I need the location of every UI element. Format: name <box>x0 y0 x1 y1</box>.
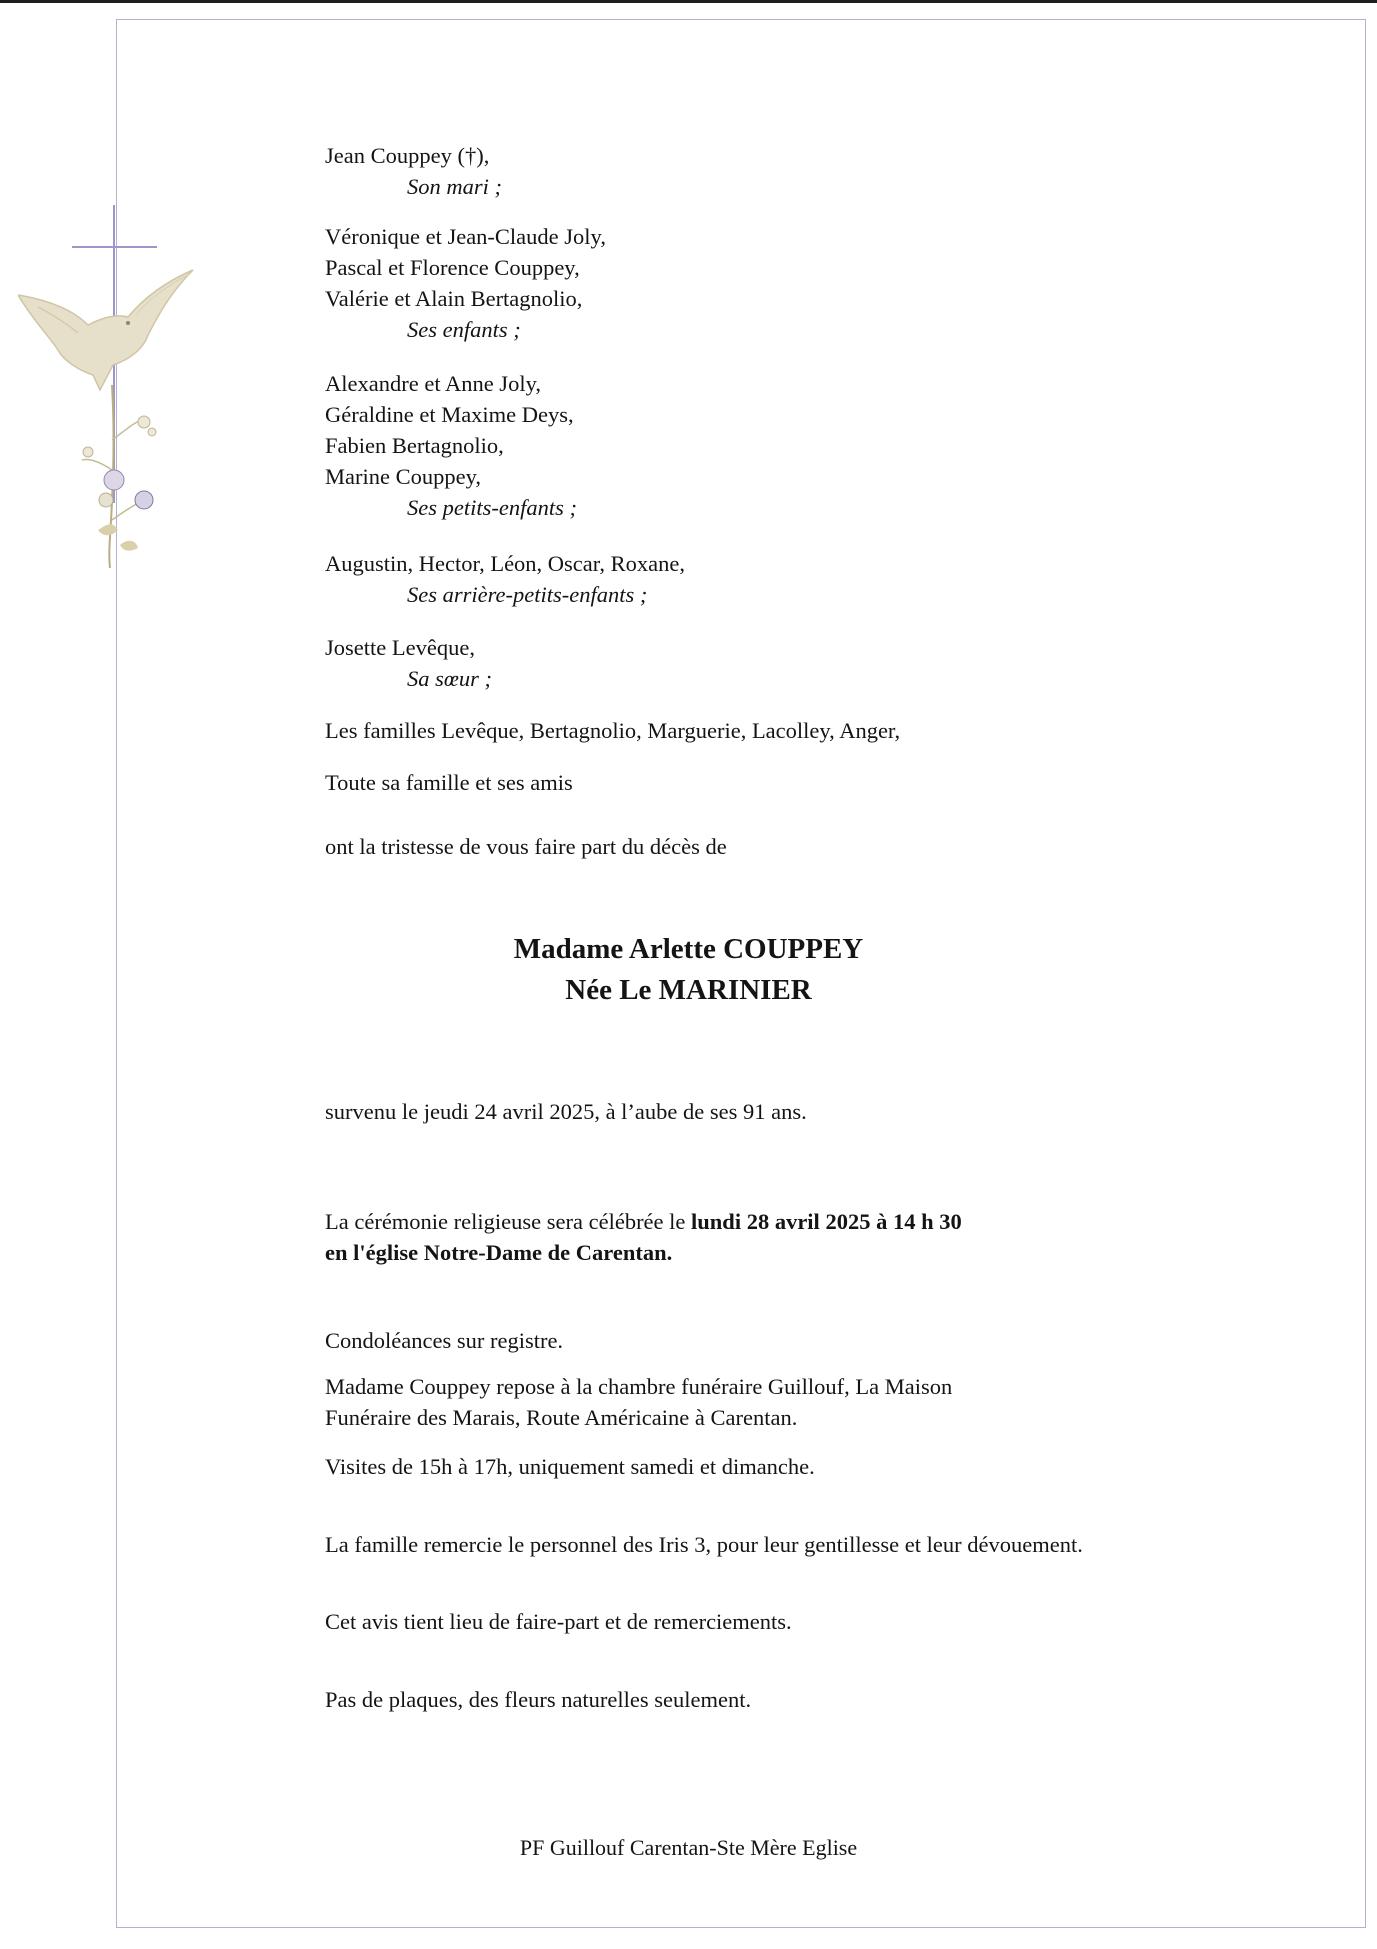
sister-block <box>325 632 492 694</box>
ceremony-intro: La cérémonie religieuse sera célébrée le <box>325 1209 692 1234</box>
child-name: Véronique et Jean-Claude Joly, <box>325 224 606 249</box>
death-line: survenu le jeudi 24 avril 2025, à l’aube de ses 91 ans. <box>325 1099 807 1124</box>
ceremony-date-line <box>325 1206 962 1237</box>
sister-relation: Sa sœur ; <box>407 666 493 691</box>
footer-funeral-home: PF Guillouf Carentan-Ste Mère Eglise <box>519 1835 858 1860</box>
scan-top-rule <box>0 0 1377 3</box>
frame-gap <box>113 175 116 205</box>
great-grandchildren-block <box>325 548 685 610</box>
grandchild-name: Fabien Bertagnolio, <box>325 433 504 458</box>
great-grandchildren-names: Augustin, Hector, Léon, Oscar, Roxane, <box>325 551 685 576</box>
notice-line: Cet avis tient lieu de faire-part et de remerciements. <box>325 1609 792 1634</box>
ceremony-where: en l'église Notre-Dame de Carentan. <box>325 1240 673 1265</box>
great-grandchildren-relation: Ses arrière-petits-enfants ; <box>407 582 648 607</box>
grandchild-name: Marine Couppey, <box>325 464 482 489</box>
rest-place-line: Madame Couppey repose à la chambre funéraire Guillouf, La Maison <box>325 1374 953 1399</box>
child-name: Pascal et Florence Couppey, <box>325 255 580 280</box>
rest-place-block <box>325 1371 952 1433</box>
sister-name: Josette Levêque, <box>325 635 475 660</box>
dove-icon <box>18 265 198 395</box>
deceased-maiden-name: Née Le MARINIER <box>565 974 812 1006</box>
friends-line: Toute sa famille et ses amis <box>325 770 573 795</box>
ceremony-when: lundi 28 avril 2025 à 14 h 30 <box>691 1209 962 1234</box>
visits-line: Visites de 15h à 17h, uniquement samedi et dimanche. <box>325 1454 815 1479</box>
flower-icon <box>78 380 168 570</box>
condolences-line: Condoléances sur registre. <box>325 1328 564 1353</box>
grandchildren-block <box>325 368 577 523</box>
deceased-name: Madame Arlette COUPPEY <box>513 933 864 965</box>
children-block <box>325 221 606 345</box>
grandchildren-relation: Ses petits-enfants ; <box>407 495 577 520</box>
thanks-line: La famille remercie le personnel des Iris 3, pour leur gentillesse et leur dévouement. <box>325 1532 1083 1557</box>
ceremony-block <box>325 1206 962 1268</box>
child-name: Valérie et Alain Bertagnolio, <box>325 286 583 311</box>
grandchild-name: Géraldine et Maxime Deys, <box>325 402 574 427</box>
flowers-line: Pas de plaques, des fleurs naturelles seulement. <box>325 1687 752 1712</box>
children-relation: Ses enfants ; <box>407 317 521 342</box>
announcement-line: ont la tristesse de vous faire part du décès de <box>325 834 727 859</box>
families-line: Les familles Levêque, Bertagnolio, Marguerie, Lacolley, Anger, <box>325 718 901 743</box>
cross-bar <box>72 246 157 248</box>
spouse-name: Jean Couppey (†), <box>325 143 490 168</box>
spouse-relation: Son mari ; <box>407 174 502 199</box>
rest-place-line: Funéraire des Marais, Route Américaine à Carentan. <box>325 1405 798 1430</box>
grandchild-name: Alexandre et Anne Joly, <box>325 371 541 396</box>
spouse-block <box>325 140 502 202</box>
